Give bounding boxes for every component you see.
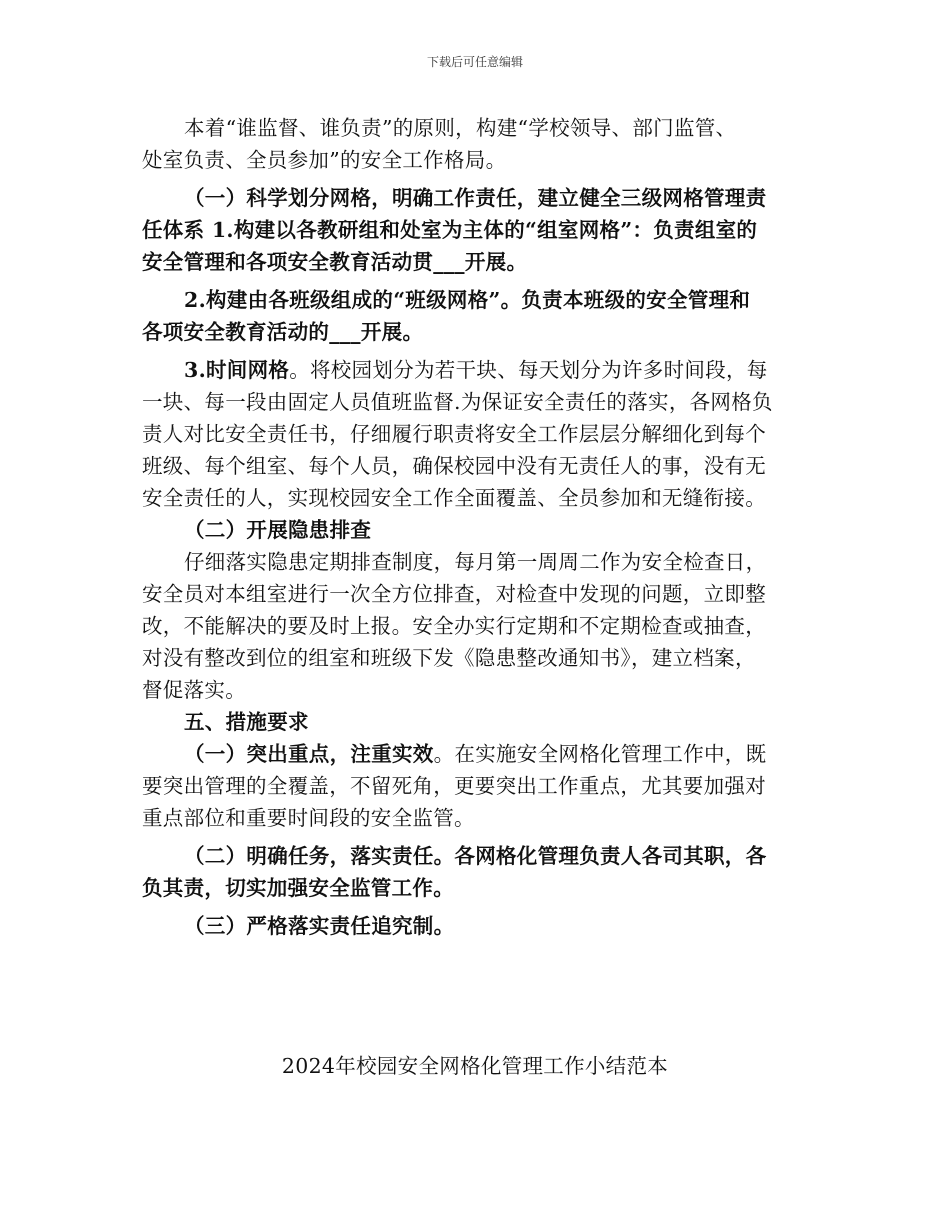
measure-2-line-1: （二）明确任务，落实责任。各网格化管理负责人各司其职，各 bbox=[184, 844, 767, 868]
section-2-line-5: 督促落实。 bbox=[142, 678, 246, 702]
measure-1-rest: 。在实施安全网格化管理工作中，既 bbox=[433, 742, 767, 766]
item-2-line-1: 2.构建由各班级组成的“班级网格”。负责本班级的安全管理和 bbox=[184, 288, 751, 312]
measure-1-lead: （一）突出重点，注重实效 bbox=[184, 742, 434, 766]
item-3-line-3: 责人对比安全责任书，仔细履行职责将安全工作层层分解细化到每个 bbox=[142, 422, 766, 446]
section-5-title: 五、措施要求 bbox=[184, 710, 309, 734]
measure-3-line: （三）严格落实责任追究制。 bbox=[184, 914, 455, 938]
measure-2-line-2: 负其责，切实加强安全监管工作。 bbox=[142, 876, 454, 900]
item-3-line-1 bbox=[142, 354, 812, 386]
section-2-title: （二）开展隐患排查 bbox=[184, 518, 372, 542]
section-2-line-2: 安全员对本组室进行一次全方位排查，对检查中发现的问题，立即整 bbox=[142, 582, 766, 606]
measure-1-line-2: 要突出管理的全覆盖，不留死角，更要突出工作重点，尤其要加强对 bbox=[142, 774, 766, 798]
item-3-line-4: 班级、每个组室、每个人员，确保校园中没有无责任人的事，没有无 bbox=[142, 454, 766, 478]
item-2-line-2: 各项安全教育活动的___开展。 bbox=[142, 320, 424, 344]
document-title: 2024年校园安全网格化管理工作小结范本 bbox=[281, 1054, 669, 1078]
intro-line-2: 处室负责、全员参加”的安全工作格局。 bbox=[142, 148, 507, 172]
section-1-title-line-1: （一）科学划分网格，明确工作责任，建立健全三级网格管理责 bbox=[184, 186, 767, 210]
document-body bbox=[142, 112, 812, 942]
section-1-title-line-3: 安全管理和各项安全教育活动贯___开展。 bbox=[142, 250, 528, 274]
intro-line-1: 本着“谁监督、谁负责”的原则，构建“学校领导、部门监管、 bbox=[184, 116, 737, 140]
section-2-line-3: 改，不能解决的要及时上报。安全办实行定期和不定期检查或抽查， bbox=[142, 614, 766, 638]
item-3-line-2: 一块、每一段由固定人员值班监督.为保证安全责任的落实，各网格负 bbox=[142, 390, 773, 414]
item-3-rest: 。将校园划分为若干块、每天划分为许多时间段，每 bbox=[289, 358, 768, 382]
item-3-lead: 3.时间网格 bbox=[184, 358, 290, 382]
item-3-line-5: 安全责任的人，实现校园安全工作全面覆盖、全员参加和无缝衔接。 bbox=[142, 486, 766, 510]
measure-1-line-1 bbox=[142, 738, 812, 770]
measure-1-line-3: 重点部位和重要时间段的安全监管。 bbox=[142, 806, 475, 830]
section-2-line-4: 对没有整改到位的组室和班级下发《隐患整改通知书》，建立档案， bbox=[142, 646, 756, 670]
section-1-title-line-2: 任体系 1.构建以各教研组和处室为主体的“组室网格”：负责组室的 bbox=[142, 218, 758, 242]
page-header-note: 下载后可任意编辑 bbox=[426, 55, 523, 69]
section-2-line-1: 仔细落实隐患定期排查制度，每月第一周周二作为安全检查日， bbox=[184, 550, 767, 574]
